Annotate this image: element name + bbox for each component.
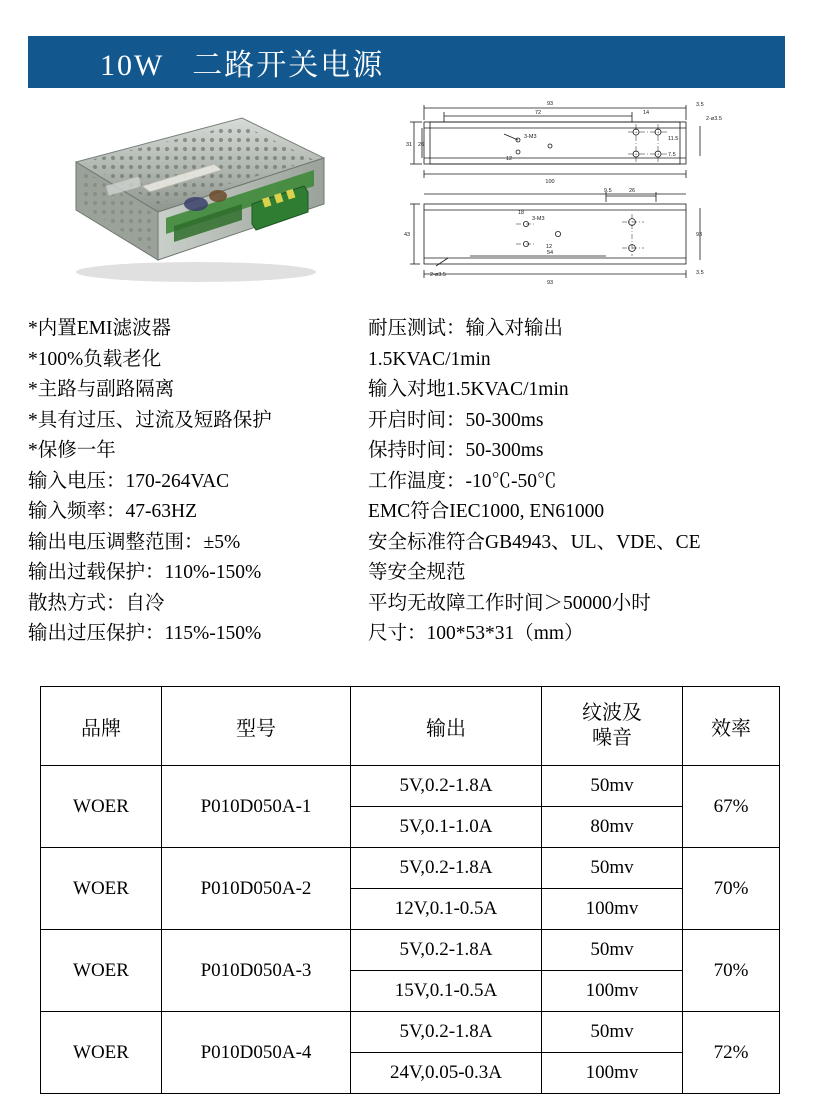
header-ripple-noise <box>542 687 683 766</box>
svg-text:9.5: 9.5 <box>604 188 612 194</box>
page-title: 10W 二路开关电源 <box>100 49 385 82</box>
cell-output: 15V,0.1-0.5A <box>351 971 542 1012</box>
cell-brand: WOER <box>41 1012 162 1094</box>
spec-item: 输入对地1.5KVAC/1min <box>368 379 569 400</box>
spec-item: *具有过压、过流及短路保护 <box>28 409 272 431</box>
spec-item: 平均无故障工作时间＞50000小时 <box>368 592 651 614</box>
svg-text:2-ø3.5: 2-ø3.5 <box>706 116 722 122</box>
svg-text:26: 26 <box>628 188 636 194</box>
svg-text:72: 72 <box>534 110 542 116</box>
table-row <box>41 930 780 971</box>
spec-list-left <box>28 314 368 650</box>
cell-model: P010D050A-3 <box>162 930 351 1012</box>
svg-text:12: 12 <box>506 156 513 162</box>
svg-text:93: 93 <box>546 101 554 107</box>
dimension-drawing <box>400 96 780 296</box>
cell-efficiency: 70% <box>683 930 780 1012</box>
svg-text:11.5: 11.5 <box>668 136 679 142</box>
table-row <box>41 848 780 889</box>
cell-ripple: 100mv <box>542 1053 683 1094</box>
cell-ripple: 50mv <box>542 1012 683 1053</box>
spec-item: 等安全规范 <box>368 562 466 583</box>
cell-model: P010D050A-2 <box>162 848 351 930</box>
header-model: 型号 <box>162 687 351 766</box>
cell-ripple: 50mv <box>542 766 683 807</box>
cell-ripple: 80mv <box>542 807 683 848</box>
svg-text:100: 100 <box>545 179 555 185</box>
svg-text:2-ø3.5: 2-ø3.5 <box>430 272 446 278</box>
cell-output: 5V,0.2-1.8A <box>351 930 542 971</box>
cell-output: 5V,0.2-1.8A <box>351 1012 542 1053</box>
cell-output: 5V,0.1-1.0A <box>351 807 542 848</box>
spec-item: *内置EMI滤波器 <box>28 318 171 339</box>
svg-text:3-M3: 3-M3 <box>532 216 545 222</box>
cell-model: P010D050A-1 <box>162 766 351 848</box>
cell-brand: WOER <box>41 766 162 848</box>
header-output: 输出 <box>351 687 542 766</box>
svg-text:14: 14 <box>642 110 650 116</box>
spec-item: 1.5KVAC/1min <box>368 348 491 370</box>
header-brand: 品牌 <box>41 687 162 766</box>
svg-text:43: 43 <box>404 232 411 238</box>
svg-text:3.5: 3.5 <box>696 270 704 276</box>
svg-text:12: 12 <box>546 244 553 250</box>
cell-ripple: 50mv <box>542 930 683 971</box>
svg-text:31: 31 <box>406 142 413 148</box>
cell-efficiency: 70% <box>683 848 780 930</box>
spec-item: *保修一年 <box>28 440 116 461</box>
spec-list-right <box>368 314 788 650</box>
spec-item: 散热方式：自冷 <box>28 592 165 614</box>
svg-text:26: 26 <box>418 142 425 148</box>
spec-item: 输入频率：47-63HZ <box>28 501 197 522</box>
spec-item: *100%负载老化 <box>28 348 162 370</box>
svg-text:7.5: 7.5 <box>668 152 676 158</box>
svg-text:93: 93 <box>546 280 554 286</box>
spec-item: 保持时间：50-300ms <box>368 440 544 461</box>
cell-output: 5V,0.2-1.8A <box>351 766 542 807</box>
spec-item: *主路与副路隔离 <box>28 379 175 400</box>
model-spec-table <box>40 686 780 1094</box>
svg-text:54: 54 <box>546 250 554 256</box>
cell-model: P010D050A-4 <box>162 1012 351 1094</box>
spec-item: 输出过压保护：115%-150% <box>28 623 262 644</box>
table-row <box>41 766 780 807</box>
cell-output: 5V,0.2-1.8A <box>351 848 542 889</box>
cell-output: 12V,0.1-0.5A <box>351 889 542 930</box>
cell-ripple: 50mv <box>542 848 683 889</box>
header-ripple-line1: 纹波及 <box>582 702 642 724</box>
spec-item: 开启时间：50-300ms <box>368 409 544 431</box>
page-title-bar <box>28 36 785 88</box>
header-efficiency: 效率 <box>683 687 780 766</box>
cell-efficiency: 72% <box>683 1012 780 1094</box>
product-photo <box>46 100 346 290</box>
cell-ripple: 100mv <box>542 971 683 1012</box>
svg-text:3-M3: 3-M3 <box>524 134 537 140</box>
table-header-row <box>41 687 780 766</box>
cell-brand: WOER <box>41 848 162 930</box>
svg-text:18: 18 <box>518 210 525 216</box>
spec-item: 耐压测试：输入对输出 <box>368 318 564 339</box>
table-row <box>41 1012 780 1053</box>
spec-item: 输入电压：170-264VAC <box>28 470 230 492</box>
svg-text:93: 93 <box>696 232 703 238</box>
spec-item: 输出过载保护：110%-150% <box>28 562 262 583</box>
spec-item: EMC符合IEC1000, EN61000 <box>368 501 605 522</box>
cell-efficiency: 67% <box>683 766 780 848</box>
cell-output: 24V,0.05-0.3A <box>351 1053 542 1094</box>
svg-text:3.5: 3.5 <box>696 102 704 108</box>
spec-item: 尺寸：100*53*31（mm） <box>368 623 584 644</box>
header-ripple-line2: 噪音 <box>592 727 632 749</box>
spec-item: 安全标准符合GB4943、UL、VDE、CE <box>368 531 701 553</box>
cell-brand: WOER <box>41 930 162 1012</box>
spec-item: 工作温度：-10℃-50℃ <box>368 470 557 492</box>
spec-item: 输出电压调整范围：±5% <box>28 531 241 553</box>
cell-ripple: 100mv <box>542 889 683 930</box>
